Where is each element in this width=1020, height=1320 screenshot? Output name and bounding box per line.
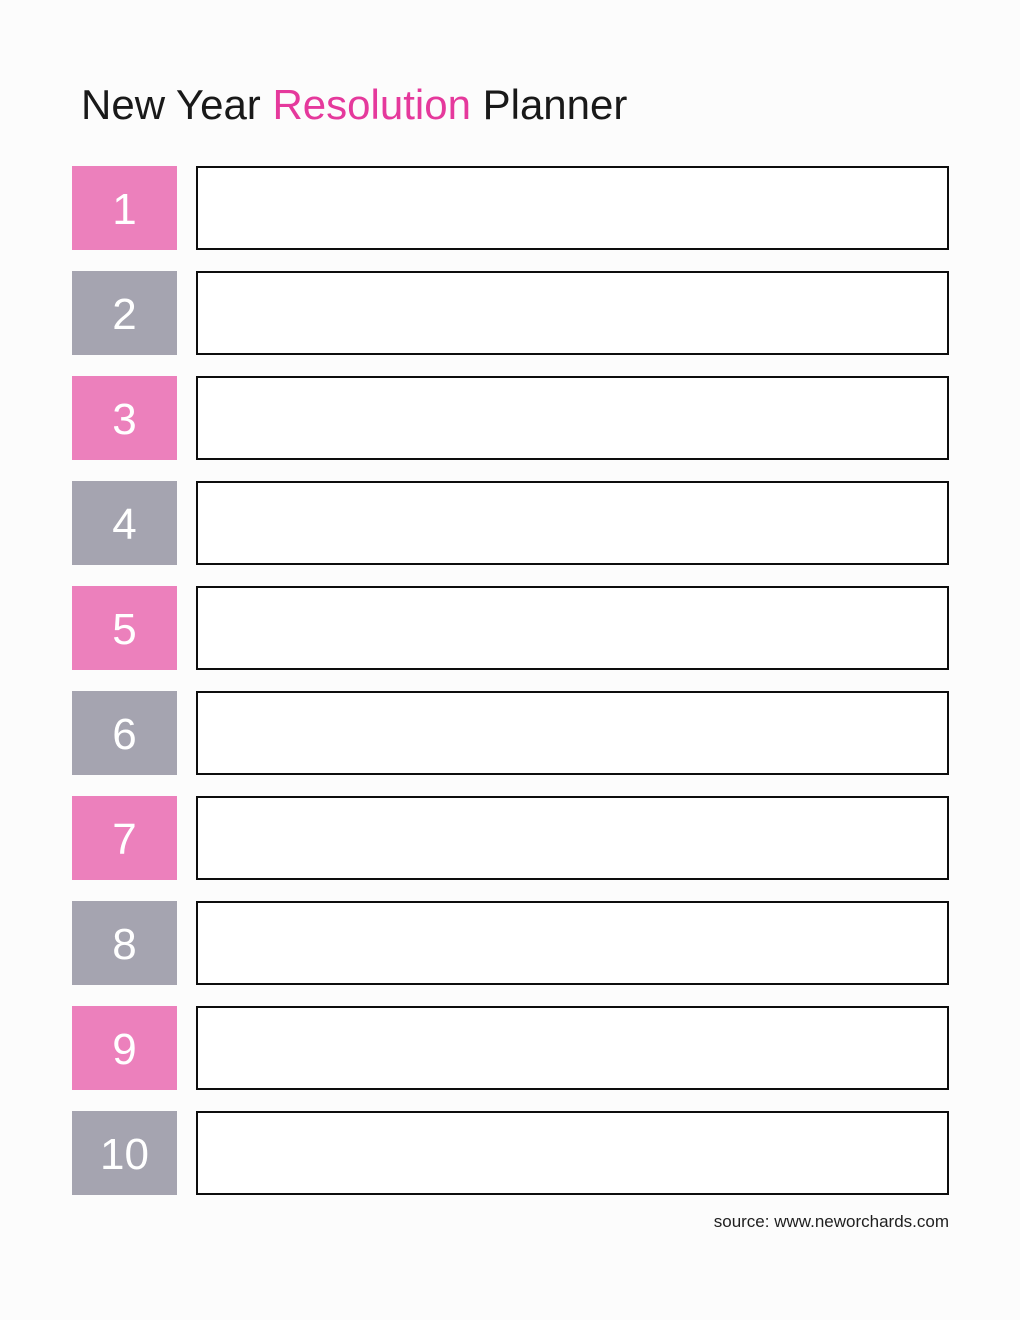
row-number-badge: 10 (72, 1111, 177, 1195)
resolution-input[interactable] (196, 1006, 949, 1090)
page-title (81, 82, 627, 128)
title-highlight: Resolution (272, 81, 471, 128)
row-number-badge: 9 (72, 1006, 177, 1090)
row-number-badge: 4 (72, 481, 177, 565)
resolution-row (72, 166, 949, 250)
resolution-row (72, 481, 949, 565)
title-prefix: New Year (81, 81, 273, 128)
resolution-input[interactable] (196, 166, 949, 250)
resolution-row (72, 376, 949, 460)
row-number-badge: 7 (72, 796, 177, 880)
row-number-badge: 8 (72, 901, 177, 985)
resolution-row (72, 796, 949, 880)
resolution-row (72, 1111, 949, 1195)
resolution-row (72, 691, 949, 775)
resolution-row (72, 586, 949, 670)
resolution-input[interactable] (196, 691, 949, 775)
resolution-row (72, 1006, 949, 1090)
source-attribution: source: www.neworchards.com (713, 1212, 949, 1231)
resolution-input[interactable] (196, 271, 949, 355)
resolution-input[interactable] (196, 481, 949, 565)
resolution-input[interactable] (196, 796, 949, 880)
resolution-input[interactable] (196, 1111, 949, 1195)
resolution-row (72, 901, 949, 985)
resolution-input[interactable] (196, 586, 949, 670)
row-number-badge: 2 (72, 271, 177, 355)
resolution-input[interactable] (196, 376, 949, 460)
row-number-badge: 1 (72, 166, 177, 250)
resolution-input[interactable] (196, 901, 949, 985)
resolution-list (72, 166, 949, 1195)
resolution-row (72, 271, 949, 355)
title-suffix: Planner (470, 81, 628, 128)
row-number-badge: 3 (72, 376, 177, 460)
row-number-badge: 5 (72, 586, 177, 670)
row-number-badge: 6 (72, 691, 177, 775)
